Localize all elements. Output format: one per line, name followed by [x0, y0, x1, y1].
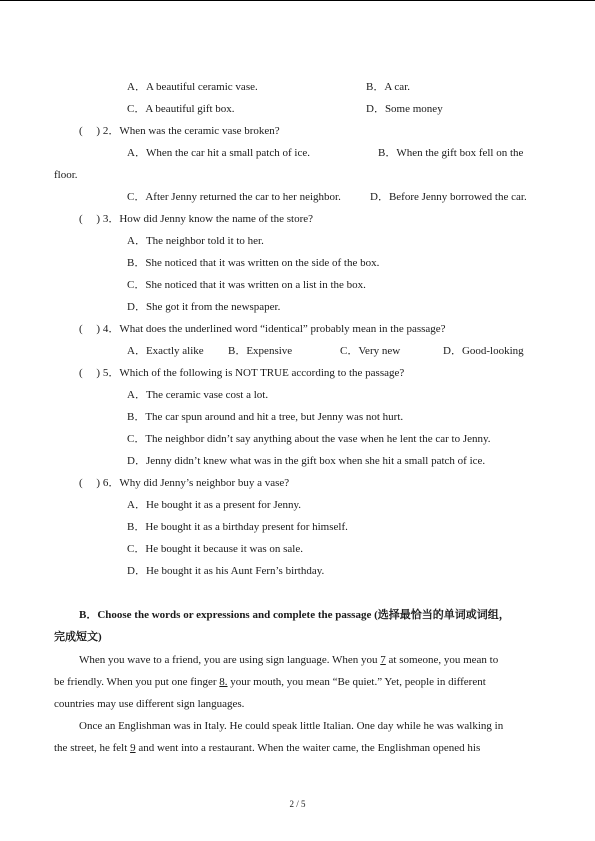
q1-option-a: A．A beautiful ceramic vase. — [127, 81, 258, 93]
q5-option-a: A．The ceramic vase cost a lot. — [127, 389, 269, 401]
passage-p2-line2 — [54, 741, 480, 755]
passage-p1-line1 — [79, 653, 541, 667]
q2-option-b: B．When the gift box fell on the — [378, 147, 524, 159]
top-border-line — [0, 0, 595, 1]
q4-option-d: D．Good-looking — [443, 345, 524, 357]
page-number: 2 / 5 — [289, 799, 306, 809]
blank-8: 8. — [219, 676, 228, 688]
q6-stem: ( ) 6．Why did Jenny’s neighbor buy a vase? — [79, 477, 290, 489]
q3-option-a: A．The neighbor told it to her. — [127, 235, 264, 247]
q1-option-c: C．A beautiful gift box. — [127, 103, 235, 115]
q2-option-a: A．When the car hit a small patch of ice. — [127, 147, 310, 159]
passage-p1-line2 — [54, 675, 541, 689]
q3-option-c: C．She noticed that it was written on a list in the box. — [127, 279, 366, 291]
q2-stem: ( ) 2．When was the ceramic vase broken? — [79, 125, 280, 137]
passage-text: be friendly. When you put one finger — [54, 676, 220, 688]
blank-9: 9 — [130, 742, 136, 754]
section-b-heading: B．Choose the words or expressions and complete the passage (选择最恰当的单词或词组， — [79, 609, 510, 621]
q2-option-d: D．Before Jenny borrowed the car. — [370, 191, 527, 203]
section-b-heading-continued: 完成短文) — [54, 631, 102, 643]
passage-p1-line3: countries may use different sign languages. — [54, 698, 245, 710]
passage-text: When you wave to a friend, you are using sign language. When you — [79, 654, 381, 666]
q2-option-c: C．After Jenny returned the car to her neighbor. — [127, 191, 341, 203]
q6-option-d: D．He bought it as his Aunt Fern’s birthday. — [127, 565, 325, 577]
q4-option-c: C．Very new — [340, 345, 401, 357]
q6-option-c: C．He bought it because it was on sale. — [127, 543, 303, 555]
q5-option-b: B．The car spun around and hit a tree, but Jenny was not hurt. — [127, 411, 404, 423]
passage-text: and went into a restaurant. When the waiter came, the Englishman opened his — [135, 742, 481, 754]
q4-option-b: B．Expensive — [228, 345, 293, 357]
passage-text: the street, he felt — [54, 742, 131, 754]
q3-option-d: D．She got it from the newspaper. — [127, 301, 281, 313]
q4-stem: ( ) 4．What does the underlined word “identical” probably mean in the passage? — [79, 323, 446, 335]
q5-stem: ( ) 5．Which of the following is NOT TRUE according to the passage? — [79, 367, 405, 379]
passage-text: at someone, you mean to — [385, 654, 499, 666]
q3-stem: ( ) 3．How did Jenny know the name of the store? — [79, 213, 314, 225]
passage-p2-line1: Once an Englishman was in Italy. He could speak little Italian. One day while he was walking in — [79, 720, 504, 732]
blank-7: 7 — [380, 654, 386, 666]
q6-option-b: B．He bought it as a birthday present for himself. — [127, 521, 348, 533]
q3-option-b: B．She noticed that it was written on the side of the box. — [127, 257, 380, 269]
q5-option-d: D．Jenny didn’t knew what was in the gift box when she hit a small patch of ice. — [127, 455, 486, 467]
passage-text: your mouth, you mean “Be quiet.” Yet, people in different — [227, 676, 486, 688]
q1-option-d: D．Some money — [366, 103, 443, 115]
q2-option-b-continued: floor. — [54, 169, 78, 181]
q6-option-a: A．He bought it as a present for Jenny. — [127, 499, 302, 511]
q4-option-a: A．Exactly alike — [127, 345, 204, 357]
q5-option-c: C．The neighbor didn’t say anything about the vase when he lent the car to Jenny. — [127, 433, 491, 445]
q1-option-b: B．A car. — [366, 81, 410, 93]
